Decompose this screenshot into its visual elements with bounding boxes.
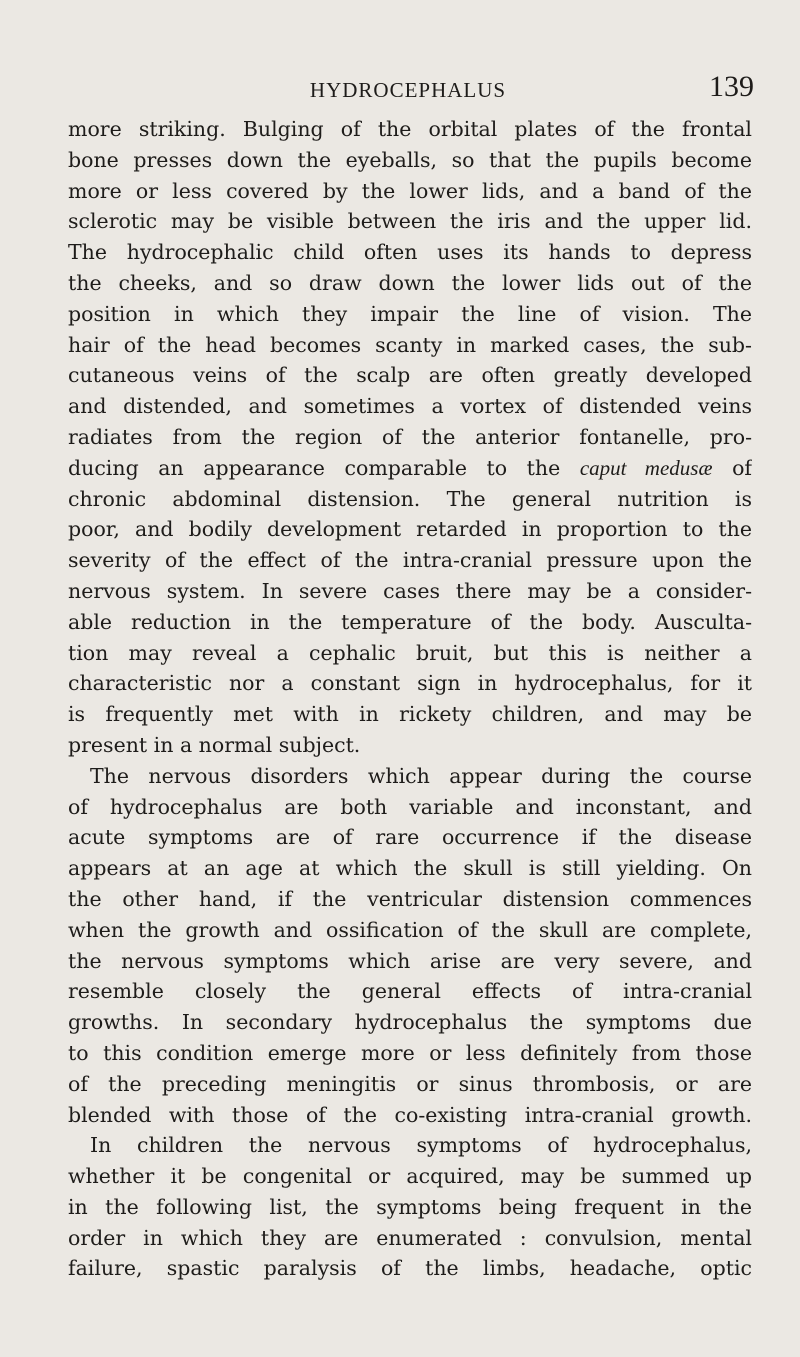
text-line: the cheeks, and so draw down the lower lids out of the [68, 270, 752, 295]
text-line: the other hand, if the ventricular distension commences [68, 886, 752, 911]
text-line: position in which they impair the line of vision. The [68, 301, 752, 326]
running-title: HYDROCEPHALUS [309, 78, 507, 102]
text-line: resemble closely the general effects of intra-cranial [68, 979, 752, 1004]
italic-term: caput medusæ [579, 455, 713, 480]
text-line: chronic abdominal distension. The general nutrition is [68, 486, 752, 511]
text-line: when the growth and ossification of the skull are complete, [68, 917, 752, 942]
text-line: cutaneous veins of the scalp are often greatly developed [68, 363, 752, 388]
text-line: whether it be congenital or acquired, may be summed up [68, 1164, 752, 1189]
paragraph-first-line: The nervous disorders which appear during the course [90, 763, 752, 788]
text-line: more or less covered by the lower lids, and a band of the [68, 178, 752, 203]
text-line: to this condition emerge more or less definitely from those [68, 1040, 752, 1065]
text-line: the nervous symptoms which arise are very severe, and [68, 948, 752, 973]
text-line: and distended, and sometimes a vortex of distended veins [68, 394, 752, 419]
page-number: 139 [709, 70, 754, 103]
paragraph-last-line: blended with those of the co-existing intra-cranial growth. [68, 1102, 752, 1127]
text-line: of the preceding meningitis or sinus thrombosis, or are [68, 1071, 752, 1096]
text-line: bone presses down the eyeballs, so that the pupils become [68, 147, 752, 172]
text-line: in the following list, the symptoms being frequent in the [68, 1194, 752, 1219]
text-line: severity of the effect of the intra-cranial pressure upon the [68, 548, 752, 573]
line-text-after-italic: of [712, 455, 752, 480]
text-line: poor, and bodily development retarded in proportion to the [68, 517, 752, 542]
text-line: sclerotic may be visible between the iris and the upper lid. [68, 209, 752, 234]
text-line: characteristic nor a constant sign in hydrocephalus, for it [68, 671, 752, 696]
text-line: appears at an age at which the skull is still yielding. On [68, 856, 752, 881]
text-line: The hydrocephalic child often uses its hands to depress [68, 240, 752, 265]
text-line: growths. In secondary hydrocephalus the symptoms due [68, 1010, 752, 1035]
text-line: radiates from the region of the anterior fontanelle, pro- [68, 424, 752, 449]
text-line: order in which they are enumerated : convulsion, mental [68, 1225, 752, 1250]
text-line: tion may reveal a cephalic bruit, but this is neither a [68, 640, 752, 665]
text-line: of hydrocephalus are both variable and inconstant, and [68, 794, 752, 819]
running-head [62, 70, 754, 110]
text-line: able reduction in the temperature of the body. Ausculta- [68, 609, 752, 634]
paragraph-first-line: In children the nervous symptoms of hydrocephalus, [90, 1133, 752, 1158]
paragraph-last-line: present in a normal subject. [68, 732, 361, 757]
text-line: is frequently met with in rickety children, and may be [68, 702, 752, 727]
line-text-before-italic: ducing an appearance comparable to the [68, 455, 580, 480]
text-line-with-italic [68, 453, 752, 484]
text-line: acute symptoms are of rare occurrence if the disease [68, 825, 752, 850]
text-line: nervous system. In severe cases there may be a consider- [68, 578, 752, 603]
text-line: hair of the head becomes scanty in marked cases, the sub- [68, 332, 752, 357]
text-line: more striking. Bulging of the orbital plates of the frontal [68, 117, 752, 141]
text-line: failure, spastic paralysis of the limbs, headache, optic [68, 1256, 752, 1281]
body-text [68, 114, 752, 1284]
